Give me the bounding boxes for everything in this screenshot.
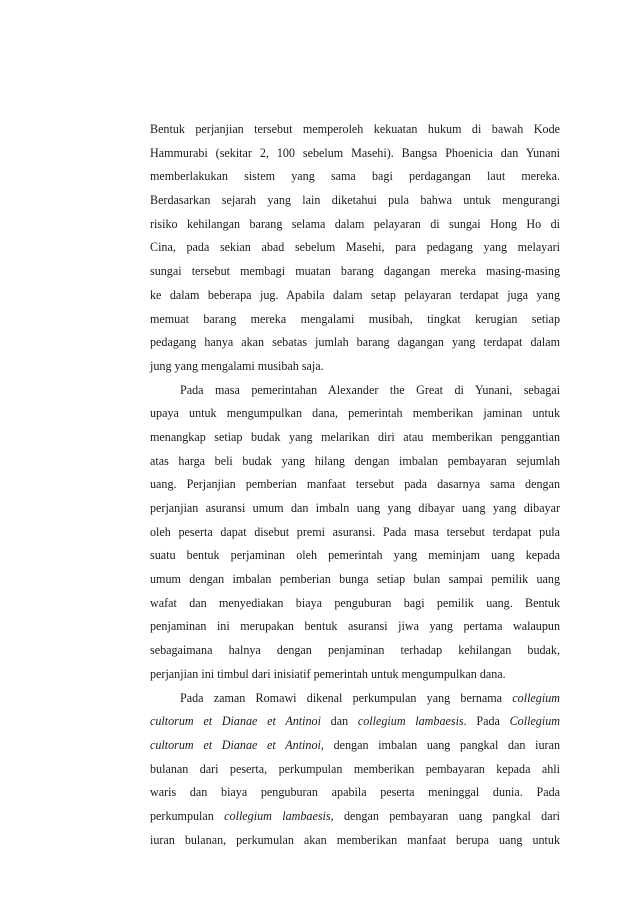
text-segment: Cina, pada sekian abad sebelum Masehi, para pedagang yang melayari: [150, 240, 560, 255]
italic-term: Collegium: [509, 714, 560, 729]
text-line: [150, 687, 560, 711]
text-segment: atas harga beli budak yang hilang dengan imbalan pembayaran sejumlah: [150, 453, 560, 468]
text-line: [150, 592, 560, 616]
text-line: [150, 402, 560, 426]
text-segment: Hammurabi (sekitar 2, 100 sebelum Masehi). Bangsa Phoenicia dan Yunani: [150, 145, 560, 160]
text-line: [150, 426, 560, 450]
text-line: [150, 213, 560, 237]
text-segment: perjanjian asuransi umum dan imbaln uang yang dibayar uang yang dibayar: [150, 501, 560, 515]
text-line: [150, 331, 560, 355]
italic-term: collegium lambaesis: [224, 808, 331, 823]
text-segment: sebagaimana halnya dengan penjaminan terhadap kehilangan budak,: [150, 643, 560, 658]
text-line: [150, 165, 560, 189]
text-segment: oleh peserta dapat disebut premi asuransi. Pada masa tersebut terdapat pula: [150, 524, 560, 539]
italic-term: cultorum et Dianae et Antinoi: [150, 714, 321, 729]
text-line: [150, 284, 560, 308]
text-segment: . Pada: [463, 714, 510, 729]
italic-term: cultorum et Dianae et Antinoi,: [150, 737, 324, 752]
text-segment: Bentuk perjanjian tersebut memperoleh kekuatan hukum di bawah Kode: [150, 122, 560, 136]
text-segment: pedagang hanya akan sebatas jumlah barang dagangan yang terdapat dalam: [150, 335, 560, 350]
text-line: [150, 758, 560, 782]
text-line: [150, 734, 560, 758]
text-segment: dengan imbalan uang pangkal dan iuran: [323, 737, 560, 752]
text-segment: umum dengan imbalan pemberian bunga setiap bulan sampai pemilik uang: [150, 572, 560, 587]
text-segment: Pada masa pemerintahan Alexander the Great di Yunani, sebagai: [180, 382, 560, 397]
paragraph-p1: [150, 118, 560, 379]
text-segment: waris dan biaya penguburan apabila peserta meninggal dunia. Pada: [150, 785, 560, 800]
text-segment: Pada zaman Romawi dikenal perkumpulan yang bernama: [180, 690, 513, 705]
paragraph-p3: [150, 687, 560, 853]
text-line: [150, 189, 560, 213]
text-line: [150, 710, 560, 734]
text-line: [150, 568, 560, 592]
body-text: [150, 118, 560, 852]
text-line: [150, 521, 560, 545]
text-segment: perkumpulan: [150, 808, 225, 823]
text-segment: suatu bentuk perjaminan oleh pemerintah yang meminjam uang kepada: [150, 548, 560, 563]
text-line: [150, 308, 560, 332]
text-segment: memuat barang mereka mengalami musibah, tingkat kerugian setiap: [150, 311, 560, 326]
text-line: [150, 615, 560, 639]
text-segment: penjaminan ini merupakan bentuk asuransi jiwa yang pertama walaupun: [150, 619, 560, 634]
text-segment: jung yang mengalami musibah saja.: [150, 358, 324, 373]
text-segment: perjanjian ini timbul dari inisiatif pemerintah untuk mengumpulkan dana.: [150, 666, 506, 681]
text-segment: wafat dan menyediakan biaya penguburan bagi pemilik uang. Bentuk: [150, 595, 560, 610]
text-line: [150, 805, 560, 829]
text-segment: risiko kehilangan barang selama dalam pelayaran di sungai Hong Ho di: [150, 216, 560, 231]
text-line: [150, 781, 560, 805]
text-segment: sungai tersebut membagi muatan barang dagangan mereka masing-masing: [150, 264, 560, 279]
text-line: [150, 497, 560, 521]
text-segment: uang. Perjanjian pemberian manfaat tersebut pada dasarnya sama dengan: [150, 477, 560, 492]
paragraph-p2: [150, 379, 560, 687]
text-line: [150, 355, 560, 379]
text-line: [150, 544, 560, 568]
text-segment: , dengan pembayaran uang pangkal dari: [330, 808, 560, 823]
italic-term: collegium: [512, 690, 560, 705]
text-segment: dan: [320, 714, 358, 729]
italic-term: collegium lambaesis: [357, 714, 464, 729]
text-line: [150, 142, 560, 166]
text-segment: Berdasarkan sejarah yang lain diketahui pula bahwa untuk mengurangi: [150, 193, 560, 208]
text-segment: iuran bulanan, perkumulan akan memberikan manfaat berupa uang untuk: [150, 832, 560, 847]
text-line: [150, 829, 560, 853]
text-segment: ke dalam beberapa jug. Apabila dalam setap pelayaran terdapat juga yang: [150, 287, 560, 302]
text-line: [150, 236, 560, 260]
text-line: [150, 260, 560, 284]
text-segment: memberlakukan sistem yang sama bagi perdagangan laut mereka.: [150, 169, 560, 184]
text-line: [150, 639, 560, 663]
text-segment: upaya untuk mengumpulkan dana, pemerintah memberikan jaminan untuk: [150, 406, 560, 421]
text-line: [150, 118, 560, 142]
text-line: [150, 450, 560, 474]
text-line: [150, 379, 560, 403]
text-line: [150, 663, 560, 687]
text-segment: bulanan dari peserta, perkumpulan memberikan pembayaran kepada ahli: [150, 761, 560, 776]
text-segment: menangkap setiap budak yang melarikan diri atau memberikan penggantian: [150, 429, 560, 444]
text-line: [150, 473, 560, 497]
